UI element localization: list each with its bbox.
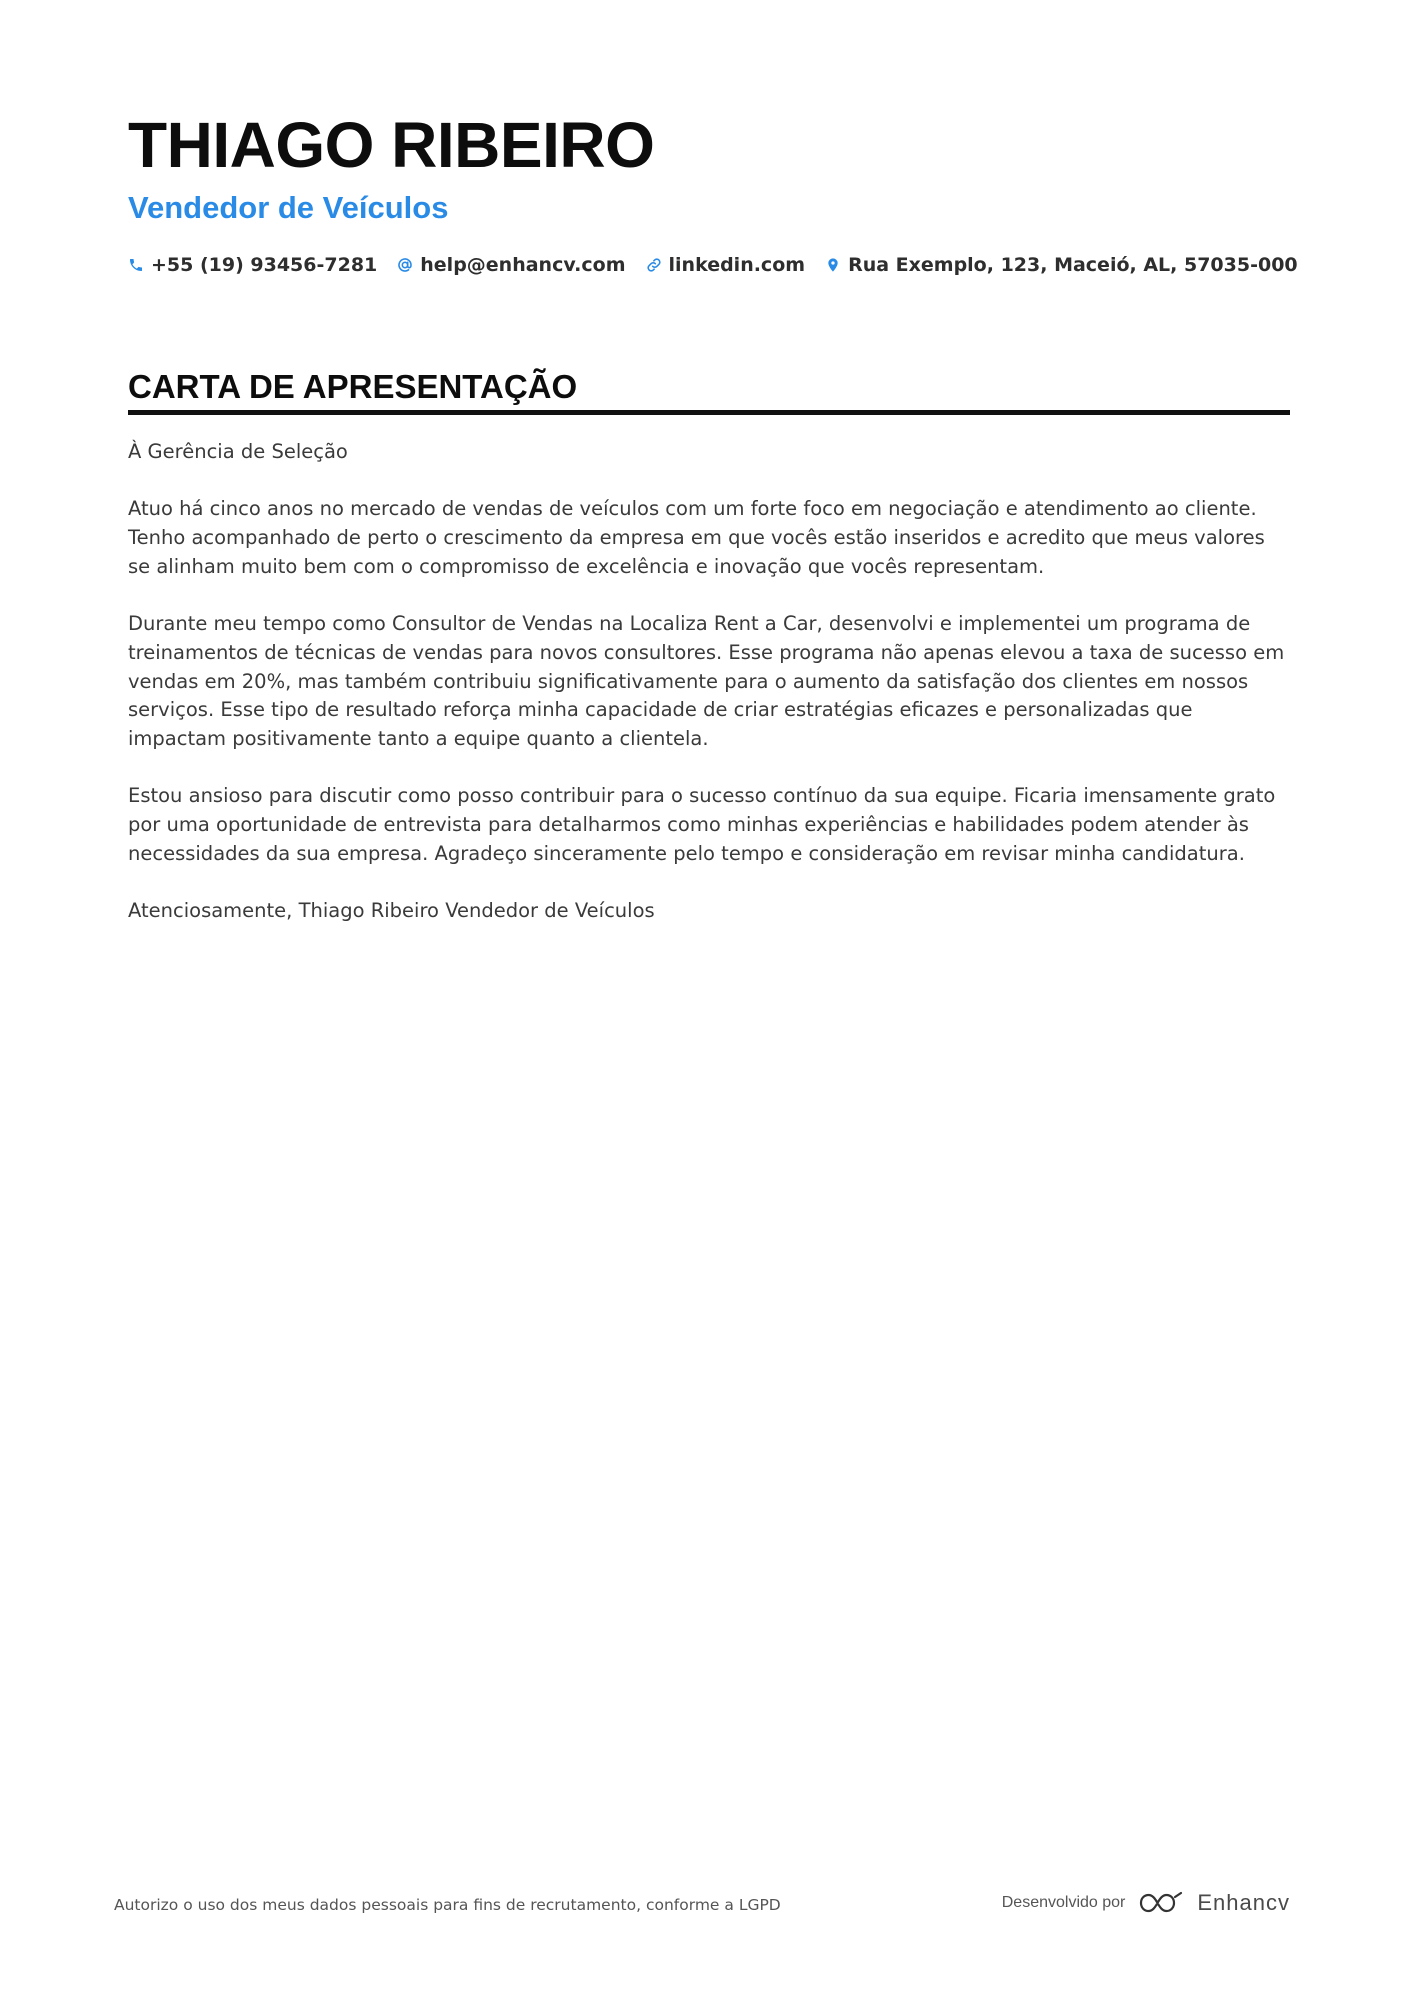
at-icon: [397, 257, 413, 273]
powered-by[interactable]: [1002, 1890, 1290, 1916]
contact-phone: [128, 254, 377, 276]
section-divider: [128, 410, 1290, 415]
letter-paragraph: Estou ansioso para discutir como posso contribuir para o sucesso contínuo da sua equipe. Ficaria imensamente grato por uma oportunidade de entrevista para detalharmos como minhas experiências e habilidades podem atender às necessidades da sua empresa. Agradeço sinceramente pelo tempo e consideração em revisar minha candidatura.: [128, 784, 1276, 865]
contact-address: [825, 254, 1298, 276]
enhancv-logo[interactable]: [1137, 1890, 1290, 1916]
letter-salutation: À Gerência de Seleção: [128, 440, 348, 463]
contact-linkedin-text[interactable]: linkedin.com: [668, 254, 806, 276]
letter-paragraph: Durante meu tempo como Consultor de Vendas na Localiza Rent a Car, desenvolvi e implementei um programa de treinamentos de técnicas de vendas para novos consultores. Esse programa não apenas elevou a taxa de sucesso em vendas em 20%, mas também contribuiu significativamente para o aumento da satisfação dos clientes em nossos serviços. Esse tipo de resultado reforça minha capacidade de criar estratégias eficazes e personalizadas que impactam positivamente tanto a equipe quanto a clientela.: [128, 612, 1285, 750]
letter-paragraph: Atuo há cinco anos no mercado de vendas de veículos com um forte foco em negociação e atendimento ao cliente. Tenho acompanhado de perto o crescimento da empresa em que vocês estão inseridos e acredito que meus valores se alinham muito bem com o compromisso de excelência e inovação que vocês representam.: [128, 497, 1265, 578]
enhancv-logo-icon: [1137, 1890, 1185, 1916]
location-pin-icon: [825, 257, 841, 273]
letter-body: [128, 438, 1290, 955]
contact-bar: [128, 254, 1318, 276]
contact-address-text: Rua Exemplo, 123, Maceió, AL, 57035-000: [848, 254, 1298, 276]
contact-email-text[interactable]: help@enhancv.com: [420, 254, 626, 276]
contact-phone-text: +55 (19) 93456-7281: [151, 254, 378, 276]
link-icon: [646, 257, 662, 273]
candidate-role: Vendedor de Veículos: [128, 190, 449, 225]
section-title: CARTA DE APRESENTAÇÃO: [128, 368, 578, 405]
lgpd-consent-note: Autorizo o uso dos meus dados pessoais para fins de recrutamento, conforme a LGPD: [114, 1896, 781, 1914]
contact-linkedin[interactable]: [646, 254, 806, 276]
enhancv-brand-name: Enhancv: [1197, 1890, 1290, 1915]
candidate-name: THIAGO RIBEIRO: [128, 109, 655, 181]
phone-icon: [128, 257, 144, 273]
contact-email[interactable]: [397, 254, 625, 276]
letter-closing: Atenciosamente, Thiago Ribeiro Vendedor de Veículos: [128, 899, 655, 923]
powered-by-label: Desenvolvido por: [1001, 1894, 1126, 1911]
